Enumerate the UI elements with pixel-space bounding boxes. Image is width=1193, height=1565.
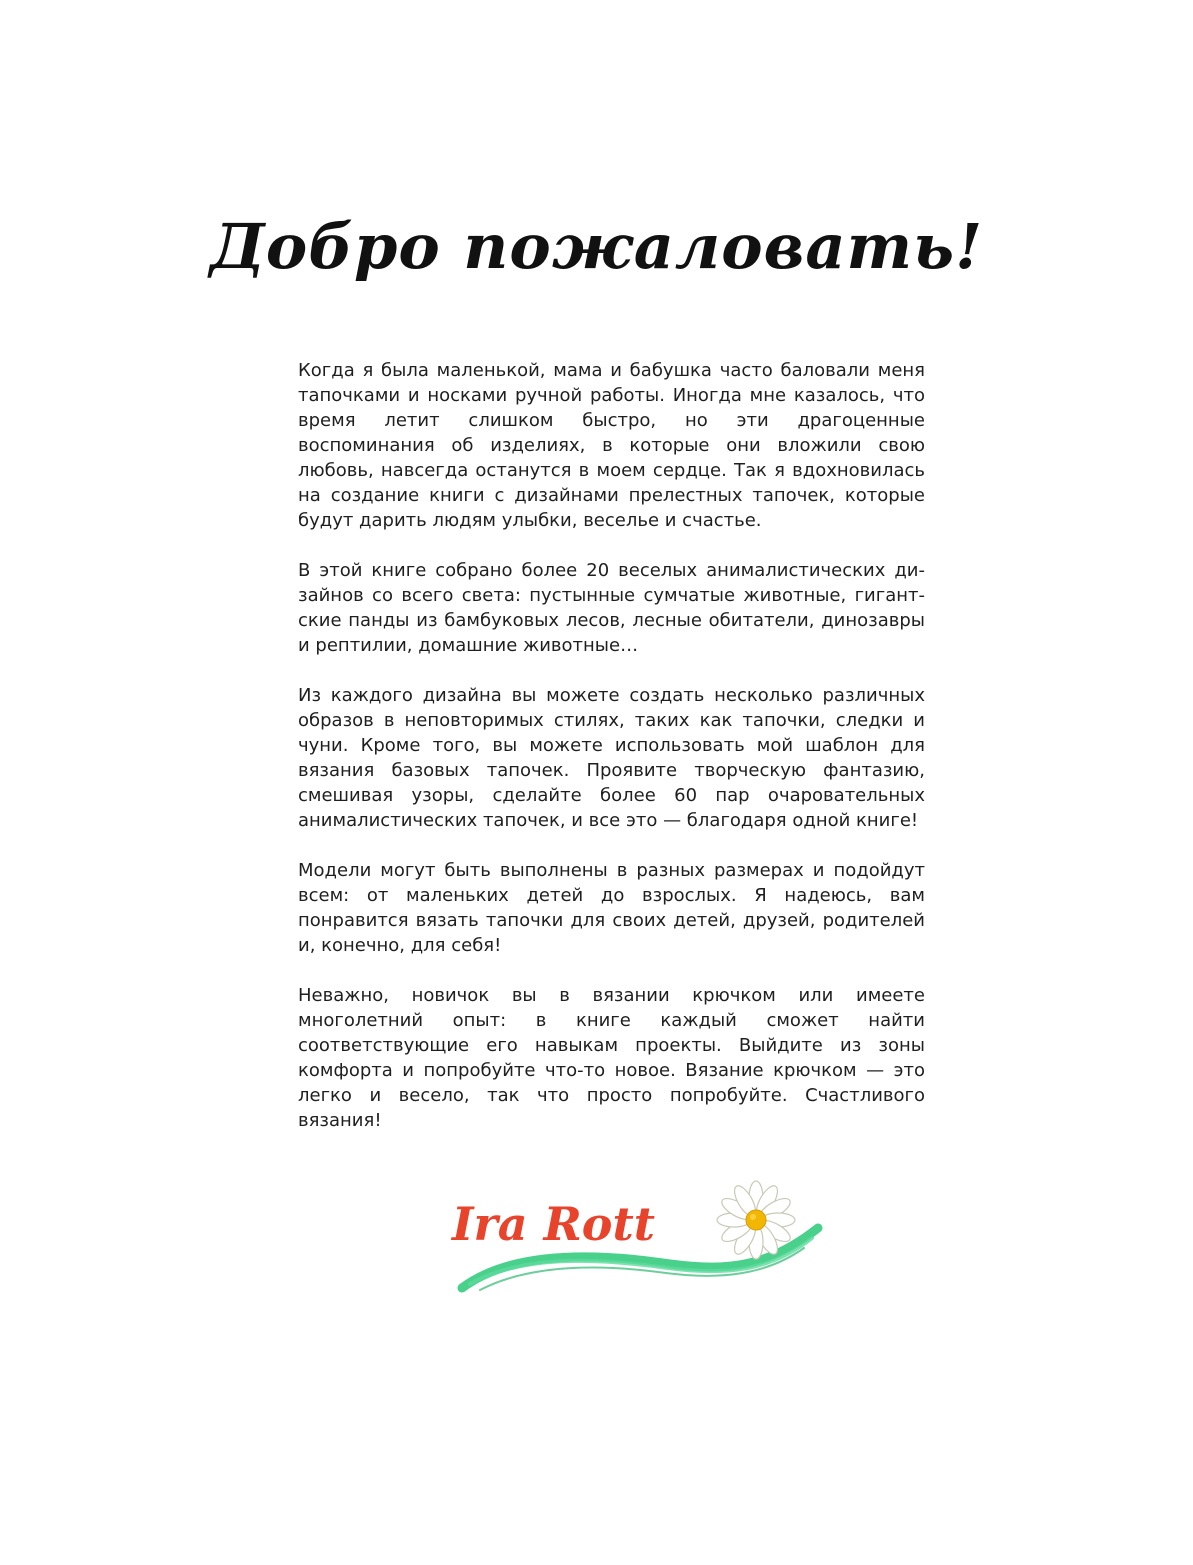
paragraph-4: Модели могут быть выполнены в разных размерах и подойдут всем: от маленьких детей до взрослых. Я надеюсь, вам понравится вязать тапочки для своих детей, друзей, родителей и, конечно, для себя! xyxy=(298,860,925,956)
paragraph-2: В этой книге собрано более 20 веселых анималистических дизайнов со всего света: пустынные сумчатые животные, гигантские панды из бамбуковых лесов, лесные обитатели, динозавры и рептилии, домашние животные… xyxy=(298,560,925,656)
signature-logo-graphic xyxy=(440,1180,830,1310)
page-title: Добро пожаловать! xyxy=(209,209,984,283)
signature-logo xyxy=(440,1180,830,1310)
body-text xyxy=(298,358,925,1158)
paragraph-5: Неважно, новичок вы в вязании крючком или имеете многолетний опыт: в книге каждый сможет найти соответствующие его навыкам проекты. Выйдите из зоны комфорта и попробуйте что-то новое. Вязание крючком — это легко и весело, так что просто попробуйте. Счастливого вязания! xyxy=(298,985,925,1131)
paragraph-3: Из каждого дизайна вы можете создать несколько различных образов в неповторимых стилях, таких как тапочки, следки и чуни. Кроме того, вы можете использовать мой шаблон для вязания базовых тапочек. Проявите творческую фантазию, смешивая узоры, сделайте более 60 пар очаровательных анималистических тапочек, и все это — благодаря одной книге! xyxy=(298,685,925,831)
paragraph-1: Когда я была маленькой, мама и бабушка часто баловали меня тапочками и носками ручной работы. Иногда мне казалось, что время летит слишком быстро, но эти драгоценные воспоминания об изделиях, в которые они вложили свою любовь, навсегда останутся в моем сердце. Так я вдохновилась на создание книги с дизайнами прелестных тапочек, которые будут дарить людям улыбки, веселье и счастье. xyxy=(298,360,925,531)
signature-name: Ira Rott xyxy=(452,1197,655,1251)
